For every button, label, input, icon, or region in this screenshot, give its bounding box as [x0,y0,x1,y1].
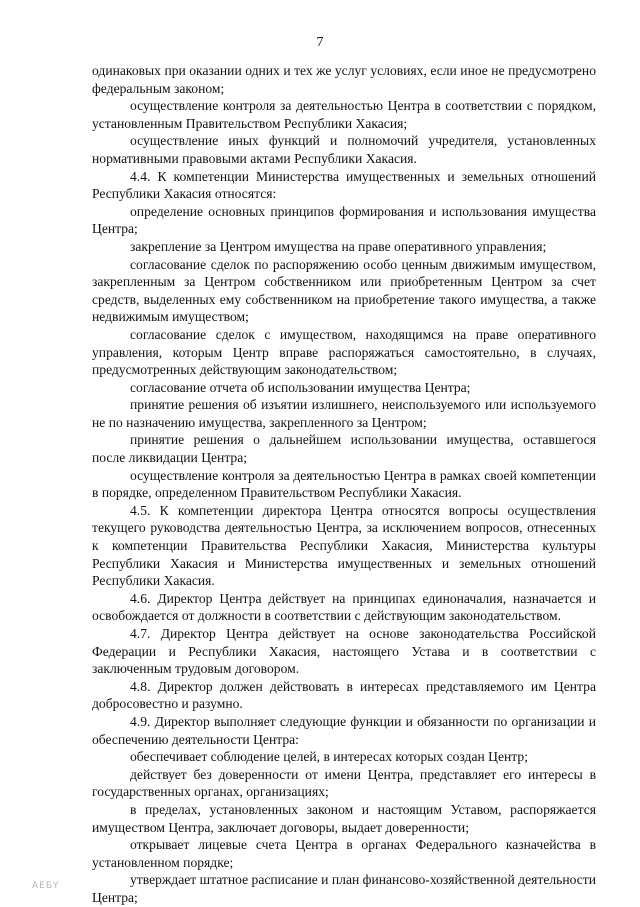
paragraph: обеспечивает соблюдение целей, в интересах которых создан Центр; [130,749,528,765]
paragraph: согласование отчета об использовании имущества Центра; [130,379,471,395]
page-number: 7 [316,35,324,50]
section-4-8: 4.8. Директор должен действовать в интересах представляемого им Центра добросовестно и разумно. [92,678,596,712]
paragraph: осуществление контроля за деятельностью Центра в соответствии с порядком, установленным Правительством Республики Хакасия; [92,98,596,131]
paragraph: открывает лицевые счета Центра в органах Федерального казначейства в установленном порядке; [92,837,596,870]
margin-mark: АЕБY [32,881,60,891]
section-4-4: 4.4. К компетенции Министерства имущественных и земельных отношений Республики Хакасия относятся: [92,168,596,202]
section-4-9: 4.9. Директор выполняет следующие функции и обязанности по организации и обеспечению деятельности Центра: [92,713,596,747]
section-4-5: 4.5. К компетенции директора Центра относятся вопросы осуществления текущего руководства деятельностью Центра, за исключением вопросов, отнесенных к компетенции Правительства Республики Хакасия, Министерства культуры Республики Хакасия и Министерства имущественных и земельных отношений Республики Хакасия. [92,502,596,589]
paragraph: осуществление контроля за деятельностью Центра в рамках своей компетенции в порядке, определенном Правительством Республики Хакасия. [92,467,596,501]
paragraph: осуществление иных функций и полномочий учредителя, установленных нормативными правовыми актами Республики Хакасия. [92,133,596,166]
document-body [92,62,596,907]
paragraph: согласование сделок с имуществом, находящимся на праве оперативного управления, которым Центр вправе распоряжаться самостоятельно, в случаях, предусмотренных действующим законодательством; [92,326,596,378]
paragraph: определение основных принципов формирования и использования имущества Центра; [92,203,596,237]
paragraph: утверждает штатное расписание и план финансово-хозяйственной деятельности Центра; [92,872,596,905]
section-4-6: 4.6. Директор Центра действует на принципах единоначалия, назначается и освобождается от должности в соответствии с действующим законодательством. [92,590,596,624]
paragraph: одинаковых при оказании одних и тех же услуг условиях, если иное не предусмотрено федеральным законом; [92,63,596,96]
paragraph: согласование сделок по распоряжению особо ценным движимым имуществом, закрепленным за Центром собственником или приобретенным Центром за счет средств, выделенных ему собственником на приобретение такого имущества, а также недвижимым имуществом; [92,256,596,325]
section-4-7: 4.7. Директор Центра действует на основе законодательства Российской Федерации и Республики Хакасия, настоящего Устава и в соответствии с заключенным трудовым договором. [92,626,596,677]
paragraph: принятие решения об изъятии излишнего, неиспользуемого или используемого не по назначению имущества, закрепленного за Центром; [92,397,596,430]
paragraph: закрепление за Центром имущества на праве оперативного управления; [130,238,547,254]
paragraph: в пределах, установленных законом и настоящим Уставом, распоряжается имуществом Центра, заключает договоры, выдает доверенности; [92,801,596,835]
paragraph: принятие решения о дальнейшем использовании имущества, оставшегося после ликвидации Центра; [92,432,596,466]
paragraph: действует без доверенности от имени Центра, представляет его интересы в государственных органах, организациях; [92,766,596,800]
